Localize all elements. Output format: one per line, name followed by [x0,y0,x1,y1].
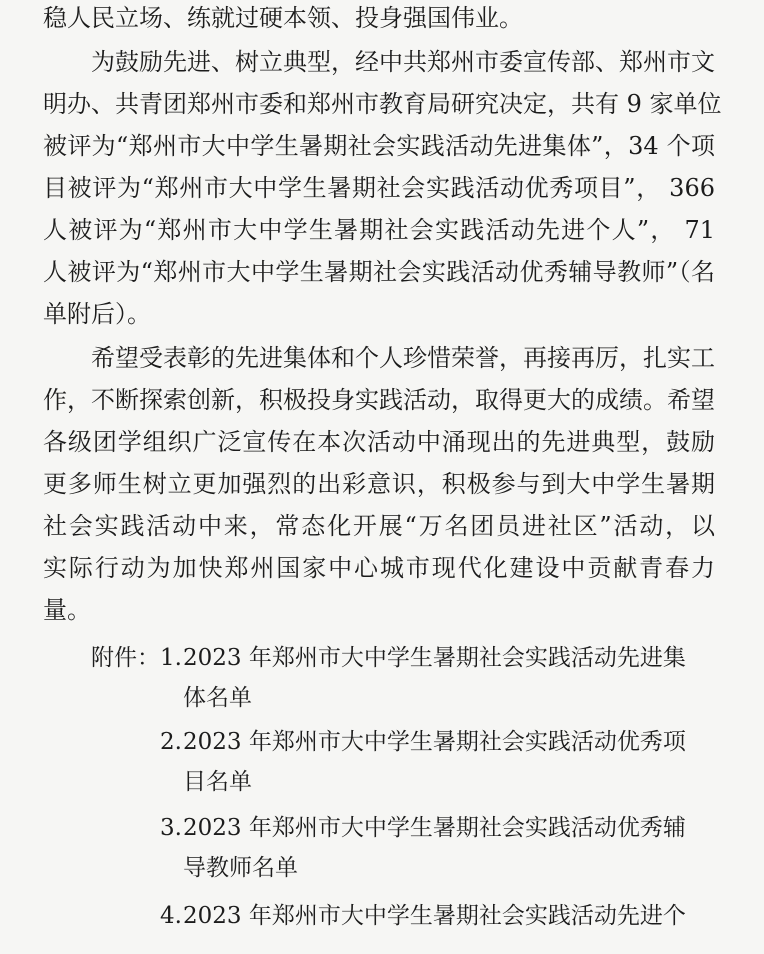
paragraph-2-line-2: 明办、共青团郑州市委和郑州市教育局研究决定，共有 9 家单位 [43,90,722,118]
attachment-2-number: 2. [160,729,182,755]
paragraph-3-line-5: 社会实践活动中来，常态化开展“万名团员进社区”活动，以 [43,512,715,540]
paragraph-2-line-3: 被评为“郑州市大中学生暑期社会实践活动先进集体”，34 个项 [43,132,715,160]
paragraph-3-line-3: 各级团学组织广泛宣传在本次活动中涌现出的先进典型，鼓励 [43,428,715,456]
attachment-4-title-line-1: 2023 年郑州市大中学生暑期社会实践活动先进个 [183,903,686,929]
attachment-2-title-line-2: 目名单 [183,769,252,795]
paragraph-3-line-6: 实际行动为加快郑州国家中心城市现代化建设中贡献青春力 [43,554,715,582]
paragraph-2-line-1: 为鼓励先进、树立典型，经中共郑州市委宣传部、郑州市文 [91,48,715,76]
attachment-3-title-line-2: 导教师名单 [183,855,298,881]
paragraph-3-line-1: 希望受表彰的先进集体和个人珍惜荣誉，再接再厉，扎实工 [91,344,715,372]
paragraph-1-line-1: 稳人民立场、练就过硬本领、投身强国伟业。 [43,4,523,32]
attachment-4-number: 4. [160,903,182,929]
attachment-3-title-line-1: 2023 年郑州市大中学生暑期社会实践活动优秀辅 [183,815,686,841]
paragraph-3-line-2: 作，不断探索创新，积极投身实践活动，取得更大的成绩。希望 [43,386,715,414]
paragraph-3-line-4: 更多师生树立更加强烈的出彩意识，积极参与到大中学生暑期 [43,470,715,498]
attachments-label: 附件： [91,645,160,671]
attachment-1-title-line-2: 体名单 [183,685,252,711]
paragraph-2-line-7: 单附后）。 [43,300,151,328]
paragraph-2-line-6: 人被评为“郑州市大中学生暑期社会实践活动优秀辅导教师”（名 [43,258,715,286]
paragraph-3-line-7: 量。 [43,596,91,624]
attachment-3-number: 3. [160,815,182,841]
paragraph-2-line-4: 目被评为“郑州市大中学生暑期社会实践活动优秀项目”， 366 [43,174,715,202]
attachment-1-number: 1. [160,645,182,671]
attachment-1-title-line-1: 2023 年郑州市大中学生暑期社会实践活动先进集 [183,645,686,671]
attachment-2-title-line-1: 2023 年郑州市大中学生暑期社会实践活动优秀项 [183,729,686,755]
paragraph-2-line-5: 人被评为“郑州市大中学生暑期社会实践活动先进个人”， 71 [43,216,715,244]
